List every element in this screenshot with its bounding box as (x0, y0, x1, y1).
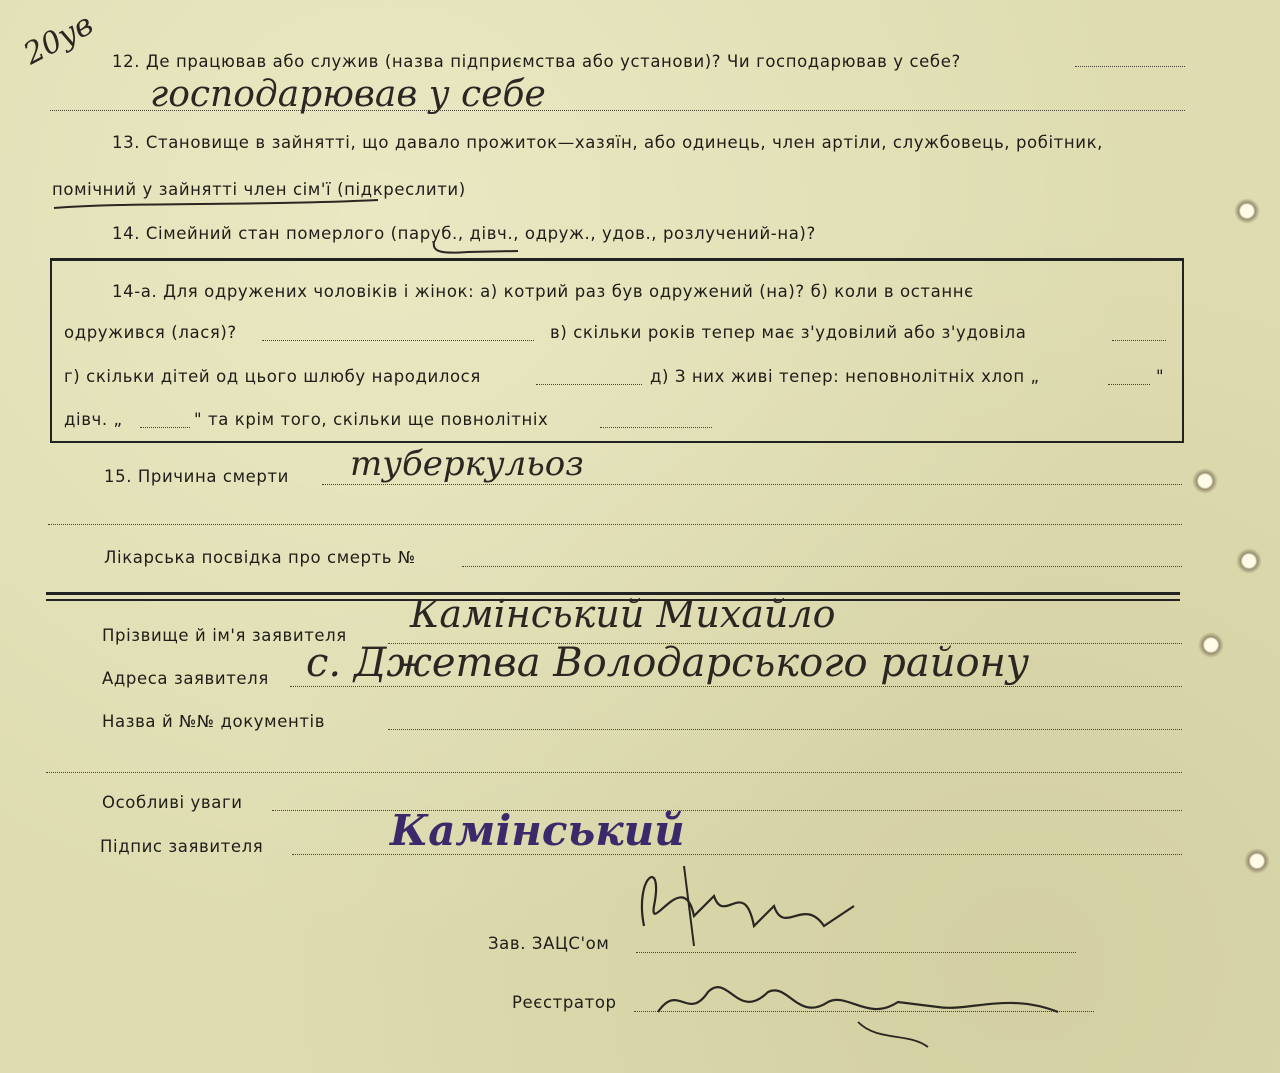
q15-answer-line (322, 484, 1182, 485)
q12-answer: господарював у себе (150, 74, 546, 115)
q13-line2: помічний у зайнятті член сім'ї (підкреслити) (52, 180, 466, 199)
head-label: Зав. ЗАЦС'ом (488, 934, 610, 953)
q14-question: 14. Сімейний стан померлого (паруб., дівч., одруж., удов., розлучений-на)? (112, 224, 816, 243)
notes-label: Особливі уваги (102, 793, 243, 812)
applicant-address-value: с. Джетва Володарського району (306, 640, 1030, 686)
applicant-docs-label: Назва й №№ документів (102, 712, 326, 731)
q14a-line2b: в) скільки років тепер має з'удовілий або з'удовіла (550, 323, 1027, 342)
q14a-line3c: " (1156, 367, 1165, 386)
punch-hole (1236, 548, 1262, 574)
q14a-line2a: одружився (лася)? (64, 323, 237, 342)
q15-label: 15. Причина смерти (104, 467, 289, 486)
applicant-name-value: Камінський Михайло (410, 592, 836, 636)
q13-underline-stroke (48, 192, 448, 222)
head-signature (624, 836, 884, 956)
q14a-adults-line (600, 427, 712, 428)
q14a-widowed-line (1112, 340, 1166, 341)
q14a-married-line (262, 340, 534, 341)
signature-label: Підпис заявителя (100, 837, 264, 856)
margin-note: 20ув (18, 6, 99, 73)
punch-hole (1198, 632, 1224, 658)
applicant-address-label: Адреса заявителя (102, 669, 269, 688)
punch-hole (1192, 468, 1218, 494)
applicant-address-line (290, 686, 1182, 687)
q13-line1: 13. Становище в зайнятті, що давало прожиток—хазяїн, або одинець, член артіли, службовець, робітник, (112, 133, 1104, 152)
punch-hole (1244, 848, 1270, 874)
applicant-docs-line-2 (46, 772, 1182, 773)
q14a-line4a: дівч. „ (64, 410, 123, 429)
q14a-children-line (536, 384, 642, 385)
q12-dotted-line (1075, 66, 1185, 67)
q15-extra-line (48, 524, 1182, 525)
registrar-signature (648, 962, 1078, 1052)
medical-line (462, 566, 1182, 567)
punch-hole (1234, 198, 1260, 224)
q14a-boys-line (1108, 384, 1150, 385)
q12-question: 12. Де працював або служив (назва підприємства або установи)? Чи господарював у себе? (112, 52, 961, 71)
q14a-line3a: г) скільки дітей од цього шлюбу народилося (64, 367, 481, 386)
q15-answer: туберкульоз (350, 444, 584, 484)
q14a-line4b: " та крім того, скільки ще повнолітніх (194, 410, 549, 429)
applicant-signature: Камінський (390, 806, 685, 855)
q14a-girls-line (140, 427, 190, 428)
applicant-docs-line (388, 729, 1182, 730)
q14a-line1: 14-а. Для одружених чоловіків і жінок: а) котрий раз був одружений (на)? б) коли в останнє (112, 282, 974, 301)
q14a-line3b: д) З них живі тепер: неповнолітніх хлоп „ (650, 367, 1040, 386)
registrar-label: Реєстратор (512, 993, 617, 1012)
applicant-name-label: Прізвище й ім'я заявителя (102, 626, 347, 645)
medical-label: Лікарська посвідка про смерть № (104, 548, 416, 567)
